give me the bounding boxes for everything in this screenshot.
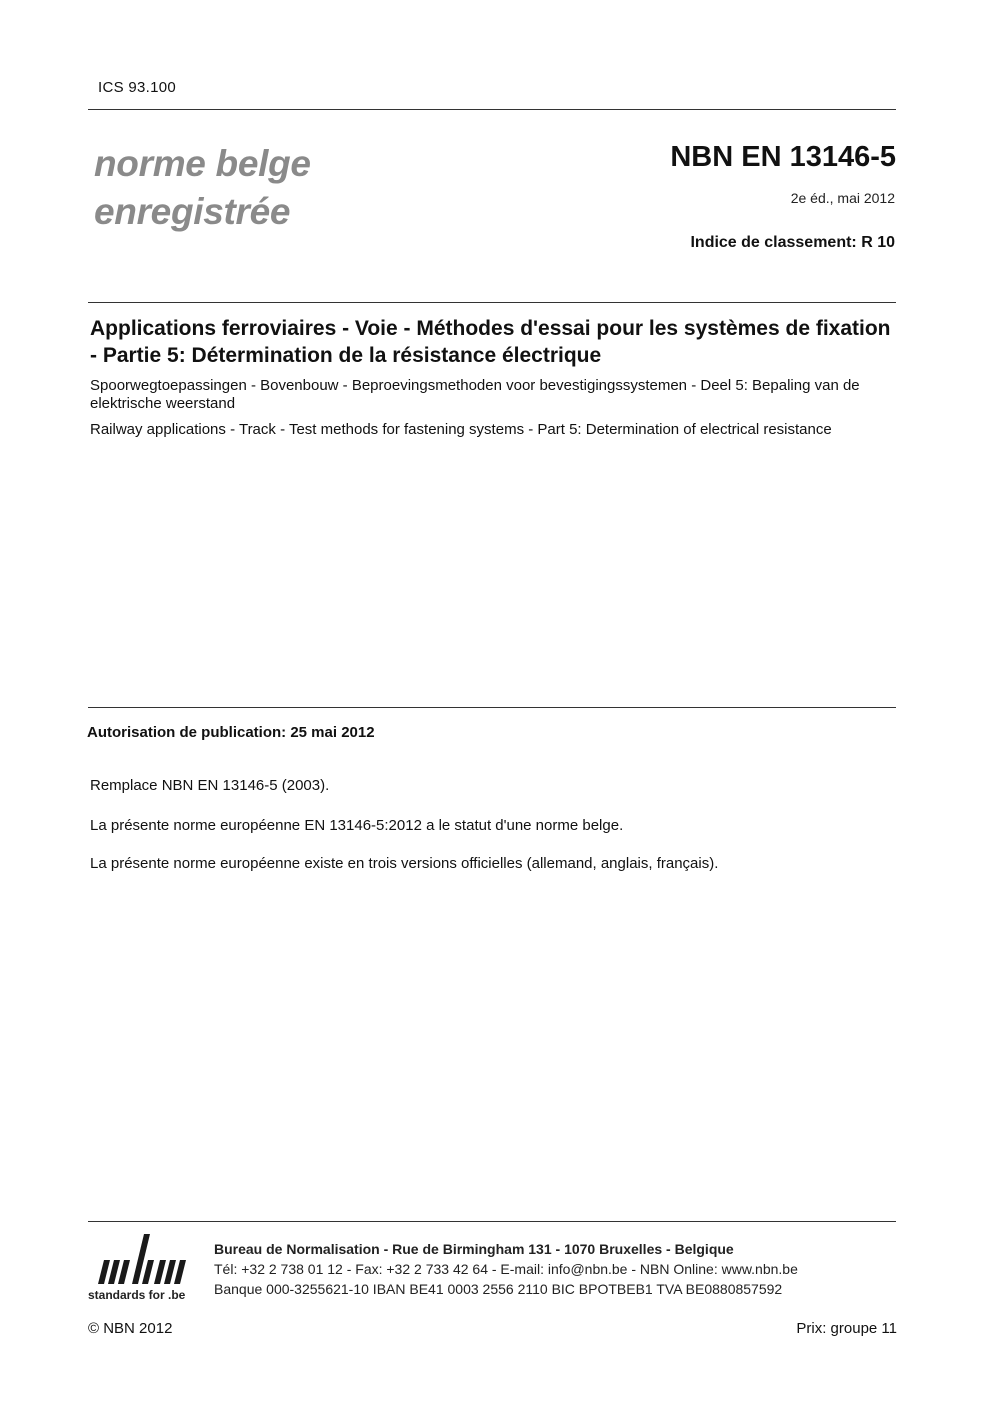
- publication-divider: [88, 707, 896, 708]
- standard-number: NBN EN 13146-5: [670, 141, 896, 173]
- note-replaces: Remplace NBN EN 13146-5 (2003).: [90, 777, 330, 794]
- brand-line-2: enregistrée: [94, 191, 291, 232]
- ics-code: ICS 93.100: [98, 79, 177, 96]
- publication-authorisation: Autorisation de publication: 25 mai 2012: [87, 724, 375, 741]
- footer-address: Bureau de Normalisation - Rue de Birmingham 131 - 1070 Bruxelles - Belgique: [214, 1241, 734, 1257]
- copyright: © NBN 2012: [88, 1320, 173, 1337]
- note-versions: La présente norme européenne existe en trois versions officielles (allemand, anglais, français).: [90, 855, 719, 872]
- header-divider: [88, 109, 896, 110]
- footer-divider: [88, 1221, 896, 1222]
- title-dutch: Spoorwegtoepassingen - Bovenbouw - Beproevingsmethoden voor bevestigingssystemen - Deel 5: Bepaling van de elektrische weerstand: [90, 377, 860, 412]
- footer-bank: Banque 000-3255621-10 IBAN BE41 0003 2556 2110 BIC BPOTBEB1 TVA BE0880857592: [214, 1281, 783, 1297]
- title-english: Railway applications - Track - Test methods for fastening systems - Part 5: Determination of electrical resistance: [90, 421, 832, 438]
- title-divider: [88, 302, 896, 303]
- edition-date: 2e éd., mai 2012: [790, 190, 895, 206]
- price-group: Prix: groupe 11: [796, 1320, 897, 1337]
- footer-contact: Tél: +32 2 738 01 12 - Fax: +32 2 733 42 64 - E-mail: info@nbn.be - NBN Online: www.nbn.be: [214, 1261, 798, 1277]
- note-status: La présente norme européenne EN 13146-5:2012 a le statut d'une norme belge.: [90, 817, 624, 834]
- logo-tagline: standards for .be: [88, 1288, 186, 1302]
- title-french: Applications ferroviaires - Voie - Méthodes d'essai pour les systèmes de fixation - Partie 5: Détermination de la résistance électrique: [90, 317, 891, 367]
- classification-index: Indice de classement: R 10: [690, 234, 895, 251]
- brand-line-1: norme belge: [94, 143, 311, 184]
